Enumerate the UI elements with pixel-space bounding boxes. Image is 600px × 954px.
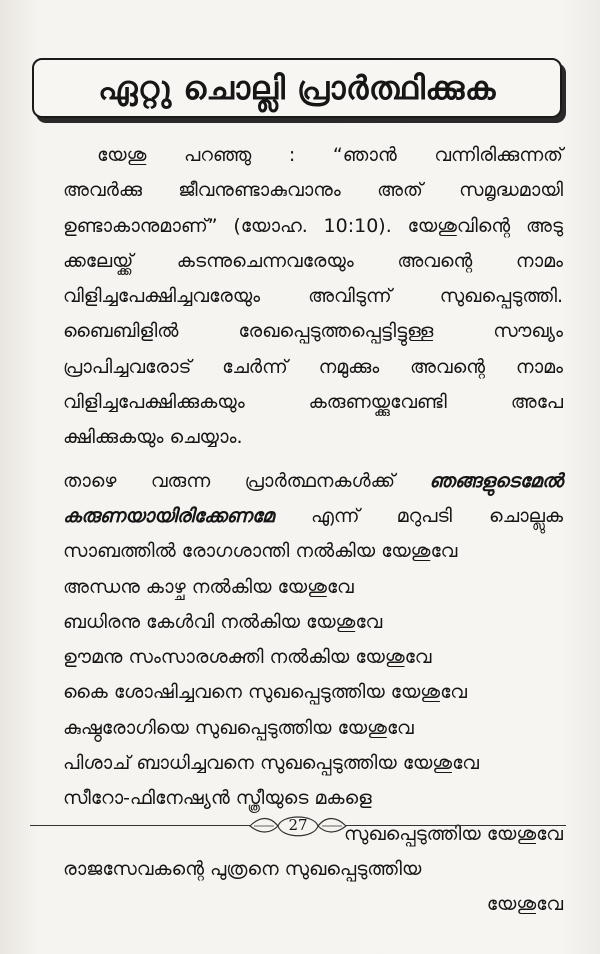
intro-line: യേശു പറഞ്ഞു : “ഞാൻ വന്നിരിക്കുന്നത് xyxy=(97,144,563,166)
footer-rule-left xyxy=(30,825,250,826)
prayer-line: സീറോ-ഫിനേഷ്യൻ സ്ത്രീയുടെ മകളെ xyxy=(63,787,372,810)
intro-line: വിളിച്ചപേക്ഷിക്കുകയും കരുണയ്ക്കുവേണ്ടി അപേ xyxy=(63,391,563,414)
instruction-line-1 xyxy=(63,464,563,499)
footer-rule-right xyxy=(346,825,566,826)
intro-line: പ്രാപിച്ചവരോട് ചേർന്ന് നമുക്കും അവന്റെ നാമം xyxy=(63,355,563,378)
body-text xyxy=(63,138,563,923)
intro-line: അവർക്കു ജീവനുണ്ടാകുവാനും അത് സമൃദ്ധമായി xyxy=(63,179,563,202)
prayer-line: പിശാച് ബാധിച്ചവനെ സുഖപ്പെടുത്തിയ യേശുവേ xyxy=(63,752,479,775)
intro-line: വിളിച്ചപേക്ഷിച്ചവരേയും അവിടുന്ന് സുഖപ്പെടുത്തി. xyxy=(63,285,563,308)
page-footer xyxy=(30,812,566,842)
prayer-line: രാജസേവകന്റെ പുത്രനെ സുഖപ്പെടുത്തിയ xyxy=(63,857,422,880)
instruction-prefix: താഴെ വരുന്ന പ്രാർത്ഥനകൾക്ക് xyxy=(63,469,430,492)
response-text-part1: ഞങ്ങളുടെമേൽ xyxy=(429,469,563,492)
prayer-line: ഊമനു സംസാരശക്തി നൽകിയ യേശുവേ xyxy=(63,646,432,669)
prayer-line: കൈ ശോഷിച്ചവനെ സുഖപ്പെടുത്തിയ യേശുവേ xyxy=(63,681,467,704)
page-title: ഏറ്റു ചൊല്ലി പ്രാർത്ഥിക്കുക xyxy=(98,68,496,107)
intro-line: ക്ഷിക്കുകയും ചെയ്യാം. xyxy=(63,426,243,449)
prayer-line: കുഷ്ഠരോഗിയെ സുഖപ്പെടുത്തിയ യേശുവേ xyxy=(63,716,414,739)
intro-line: ബൈബിളിൽ രേഖപ്പെടുത്തപ്പെട്ടിട്ടുള്ള സൗഖ്യം xyxy=(63,320,563,343)
prayer-line: സാബത്തിൽ രോഗശാന്തി നൽകിയ യേശുവേ xyxy=(63,540,458,563)
prayer-line: ബധിരനു കേൾവി നൽകിയ യേശുവേ xyxy=(63,610,383,633)
intro-line: ക്കലേയ്ക്ക് കടന്നുചെന്നവരേയും അവന്റെ നാമം xyxy=(63,249,563,272)
instruction-line-2 xyxy=(63,499,563,534)
prayer-continuation: യേശുവേ xyxy=(486,893,563,916)
prayer-line: അന്ധനു കാഴ്ച നൽകിയ യേശുവേ xyxy=(63,575,354,598)
title-box xyxy=(32,58,562,118)
prayer-continuation: സുഖപ്പെടുത്തിയ യേശുവേ xyxy=(344,822,563,845)
instruction-suffix: എന്ന് മറുപടി ചൊല്ലുക xyxy=(273,504,563,527)
page-number: 27 xyxy=(288,816,308,834)
response-text-part2: കരുണയായിരിക്കേണമേ xyxy=(63,504,274,527)
intro-line: ഉണ്ടാകാനുമാണ്” (യോഹ. 10:10). യേശുവിന്റെ അടു xyxy=(63,214,563,237)
